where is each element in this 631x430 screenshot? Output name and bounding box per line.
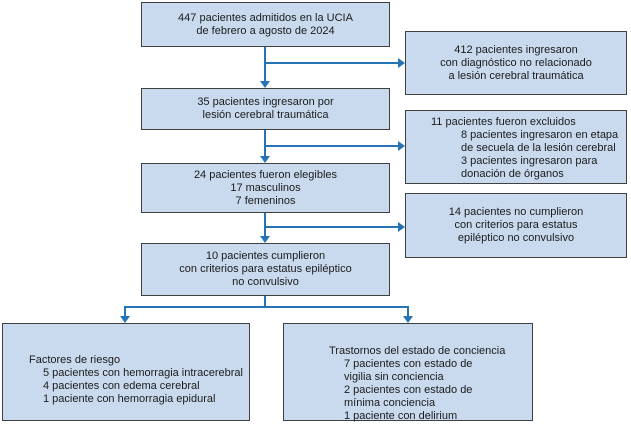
arrow-right-icon: [398, 141, 405, 151]
box-line: 412 pacientes ingresaron: [454, 43, 578, 56]
box-criteria-not-met: [405, 193, 627, 258]
box-line: 447 pacientes admitidos en la UCIA: [178, 11, 353, 24]
box-line: 7 pacientes con estado de: [344, 358, 473, 370]
box-line: 10 pacientes cumplieron: [205, 250, 326, 262]
box-line: 4 pacientes con edema cerebral: [43, 380, 200, 392]
box-line: 7 femeninos: [235, 194, 296, 207]
box-line: con diagnóstico no relacionado: [440, 56, 592, 69]
box-line: a lesión cerebral traumática: [448, 69, 584, 82]
box-criteria-met: [141, 243, 390, 296]
connector-tbi-to-excluded: [265, 145, 398, 147]
box-line: donación de órganos: [461, 168, 564, 180]
connector-to-risk-factors: [124, 306, 126, 316]
box-line: 3 pacientes ingresaron para: [461, 155, 598, 167]
connector-eligible-to-not-met: [265, 226, 398, 228]
connector-tbi-to-eligible: [264, 130, 266, 156]
box-line: 14 pacientes no cumplieron: [448, 206, 584, 218]
box-line: epiléptico no convulsivo: [457, 232, 575, 244]
box-line: lesión cerebral traumática: [202, 109, 329, 121]
box-line: 35 pacientes ingresaron por: [197, 96, 334, 108]
box-eligible: [141, 163, 390, 213]
box-line: 5 pacientes con hemorragia intracerebral: [43, 367, 243, 379]
box-tbi-admitted: [141, 88, 390, 130]
box-line: 2 pacientes con estado de: [344, 384, 473, 396]
arrow-down-icon: [120, 316, 130, 323]
box-consciousness-disorders: [283, 323, 533, 421]
box-line: con criterios para estatus epiléptico: [179, 263, 352, 275]
box-non-tbi-diagnosis: [405, 31, 627, 95]
connector-to-consciousness: [407, 306, 409, 316]
box-line: 8 pacientes ingresaron en etapa: [461, 129, 619, 141]
box-line: Trastornos del estado de conciencia: [329, 345, 506, 357]
connector-admitted-to-tbi: [264, 47, 266, 81]
connector-eligible-to-met: [264, 213, 266, 236]
arrow-down-icon: [403, 316, 413, 323]
arrow-down-icon: [260, 81, 270, 88]
box-line: con criterios para estatus: [454, 219, 578, 231]
arrow-right-icon: [398, 222, 405, 232]
box-excluded: [405, 110, 627, 184]
box-line: no convulsivo: [232, 276, 299, 288]
box-line: mínima conciencia: [344, 397, 436, 409]
connector-admitted-to-non-tbi: [265, 62, 398, 64]
box-line: vigilia sin conciencia: [344, 371, 444, 383]
box-line: 17 masculinos: [230, 181, 301, 194]
box-line: 24 pacientes fueron elegibles: [193, 168, 338, 181]
arrow-down-icon: [260, 156, 270, 163]
arrow-down-icon: [260, 236, 270, 243]
box-line: de febrero a agosto de 2024: [196, 24, 335, 37]
arrow-right-icon: [398, 58, 405, 68]
box-line: 1 paciente con delirium: [344, 410, 458, 422]
box-admitted: [141, 2, 390, 47]
box-line: 11 pacientes fueron excluidos: [431, 116, 576, 128]
box-line: 1 paciente con hemorragia epidural: [43, 393, 216, 405]
box-line: de secuela de la lesión cerebral: [461, 142, 616, 154]
box-line: Factores de riesgo: [29, 354, 121, 366]
connector-split-bar: [124, 306, 409, 308]
box-risk-factors: [2, 323, 250, 421]
